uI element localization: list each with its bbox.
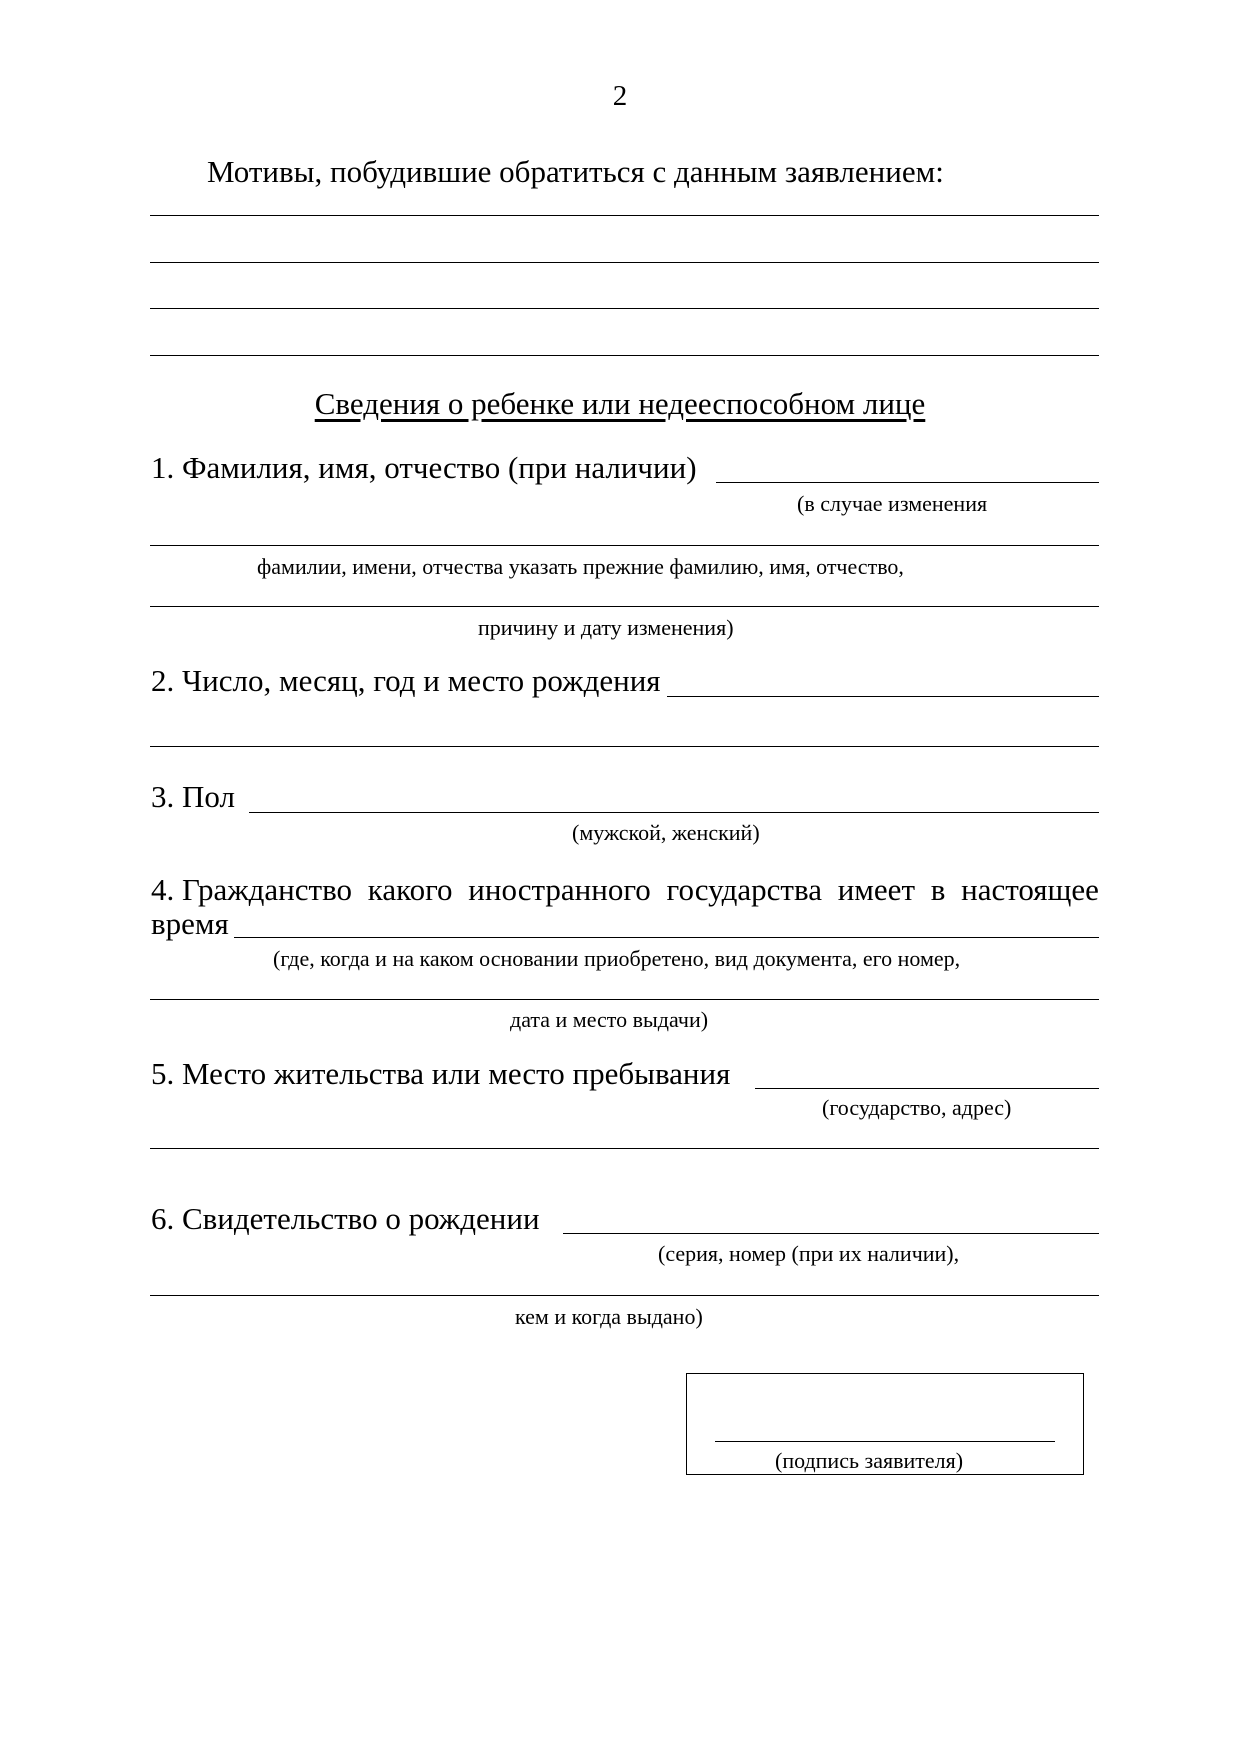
citizenship-word: государства [666,872,822,907]
name-field-line-2[interactable] [150,545,1099,546]
sex-label: 3. Пол [151,779,235,814]
name-hint-3: причину и дату изменения) [478,615,734,640]
certificate-label: 6. Свидетельство о рождении [151,1201,540,1236]
section-title: Сведения о ребенке или недееспособном лице [314,386,926,421]
signature-caption: (подпись заявителя) [775,1448,964,1473]
certificate-hint-2: кем и когда выдано) [515,1304,703,1329]
sex-hint: (мужской, женский) [572,820,760,845]
citizenship-hint-1: (где, когда и на каком основании приобретено, вид документа, его номер, [273,946,961,971]
name-hint-1: (в случае изменения [797,491,988,516]
residence-field-line-2[interactable] [150,1148,1099,1149]
name-hint-2: фамилии, имени, отчества указать прежние фамилию, имя, отчество, [257,554,904,579]
residence-field[interactable] [755,1088,1099,1089]
motives-line-2[interactable] [150,262,1099,263]
citizenship-word: 4. Гражданство [151,872,353,907]
citizenship-hint-2: дата и место выдачи) [510,1007,709,1032]
certificate-field[interactable] [563,1233,1099,1234]
citizenship-word: в [930,872,946,907]
residence-hint: (государство, адрес) [822,1095,1012,1120]
name-field[interactable] [716,482,1099,483]
citizenship-field[interactable] [234,937,1099,938]
motives-line-4[interactable] [150,355,1099,356]
citizenship-word: настоящее [961,872,1099,907]
page-number: 2 [612,80,628,112]
motives-line-1[interactable] [150,215,1099,216]
certificate-hint-1: (серия, номер (при их наличии), [658,1241,960,1266]
citizenship-field-line-2[interactable] [150,999,1099,1000]
name-label: 1. Фамилия, имя, отчество (при наличии) [151,450,697,485]
certificate-field-line-2[interactable] [150,1295,1099,1296]
residence-label: 5. Место жительства или место пребывания [151,1056,731,1091]
name-field-line-3[interactable] [150,606,1099,607]
citizenship-label-line-2: время [151,906,229,941]
motives-line-3[interactable] [150,308,1099,309]
birth-field-line-2[interactable] [150,746,1099,747]
citizenship-word: иностранного [468,872,651,907]
signature-field[interactable] [715,1441,1055,1442]
citizenship-word: имеет [837,872,915,907]
birth-label: 2. Число, месяц, год и место рождения [151,663,661,698]
citizenship-label-line-1 [151,874,1099,905]
citizenship-word: какого [367,872,453,907]
sex-field[interactable] [249,812,1099,813]
birth-field[interactable] [667,696,1099,697]
motives-label: Мотивы, побудившие обратиться с данным заявлением: [207,154,944,189]
